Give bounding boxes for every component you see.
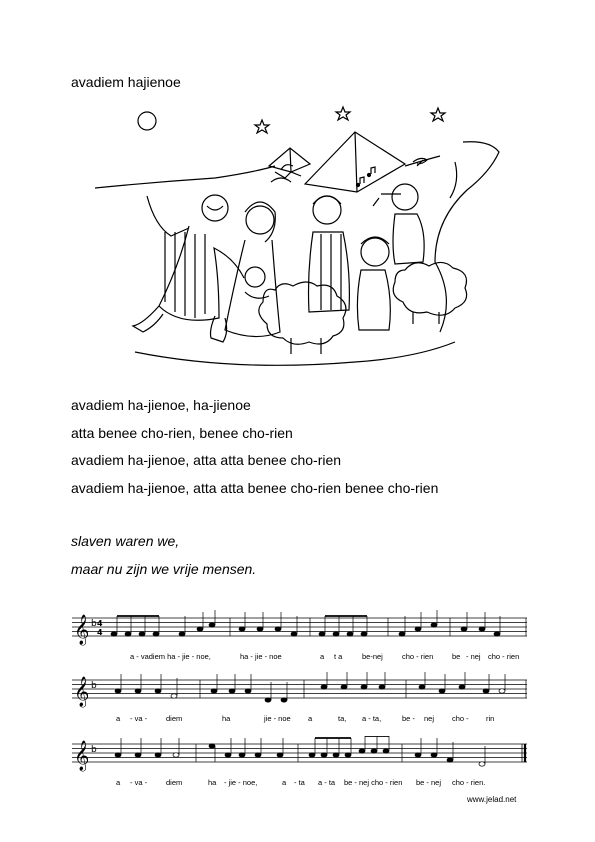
lyric-syllable: nej bbox=[424, 714, 435, 723]
translation bbox=[71, 528, 256, 583]
treble-clef-icon: 𝄞 bbox=[74, 615, 90, 645]
sheep-icon bbox=[259, 282, 346, 344]
lyric-syllable: a bbox=[282, 778, 287, 787]
lyric-line: avadiem ha-jienoe, ha-jienoe bbox=[71, 397, 251, 413]
sheep-icon bbox=[393, 262, 466, 315]
music-staff-3 bbox=[72, 736, 527, 792]
lyric-syllable: cho - rien. bbox=[452, 778, 486, 787]
moon-icon bbox=[138, 112, 156, 130]
people-and-sheep-leaving-egypt-icon bbox=[95, 102, 505, 384]
lyric-syllable: jie - noe bbox=[264, 714, 291, 723]
lyric-line: avadiem ha-jienoe, atta atta benee cho-rien benee cho-rien bbox=[71, 479, 439, 496]
lyric-syllable: cho - rien bbox=[402, 652, 434, 661]
pyramid-icon bbox=[305, 132, 405, 192]
stems bbox=[121, 736, 485, 764]
lyric-syllable: be - nej bbox=[416, 778, 442, 787]
stems bbox=[117, 610, 500, 634]
lyric-syllable: a bbox=[116, 714, 121, 723]
music-staff-2 bbox=[72, 672, 527, 728]
translation-line: slaven waren we, bbox=[71, 533, 180, 549]
pyramid-icon bbox=[269, 148, 310, 172]
treble-clef-icon: 𝄞 bbox=[74, 677, 90, 707]
lyric-syllable: t a bbox=[334, 652, 343, 661]
time-signature-bottom: 4 bbox=[97, 628, 103, 637]
stems bbox=[121, 672, 505, 700]
treble-clef-icon: 𝄞 bbox=[74, 741, 90, 771]
lyric-syllable: be - bbox=[402, 714, 415, 723]
lyric-syllable: diem bbox=[166, 714, 183, 723]
flat-icon: b bbox=[91, 745, 97, 755]
lyric-syllable: - va - bbox=[130, 778, 148, 787]
lyrics bbox=[71, 392, 438, 502]
star-icon bbox=[431, 108, 445, 121]
flat-icon: b bbox=[91, 681, 97, 691]
lyric-syllable: a - ta, bbox=[362, 714, 382, 723]
lyric-syllable: a - ta bbox=[318, 778, 336, 787]
flat-icon: b bbox=[91, 619, 97, 629]
lyric-syllable: ha bbox=[222, 714, 231, 723]
lyric-syllable: a bbox=[308, 714, 313, 723]
music-staff-1 bbox=[72, 610, 527, 666]
notes bbox=[111, 623, 500, 636]
song-title: avadiem hajienoe bbox=[71, 74, 181, 90]
lyric-syllable: ha - jie - noe bbox=[240, 652, 282, 661]
notes bbox=[115, 744, 485, 766]
lyric-syllable: cho - rien bbox=[488, 652, 520, 661]
lyric-line: avadiem ha-jienoe, atta atta benee cho-rien bbox=[71, 452, 342, 468]
palm-icon bbox=[413, 158, 427, 166]
lyric-syllable: diem bbox=[166, 778, 183, 787]
lyric-syllable: be-nej bbox=[362, 652, 383, 661]
lyric-syllable: ta, bbox=[338, 714, 347, 723]
lyric-syllable: - jie - noe, bbox=[224, 778, 258, 787]
star-icon bbox=[255, 120, 269, 133]
website-credit: www.jelad.net bbox=[467, 795, 517, 804]
lyric-syllable: be - nej cho - rien bbox=[344, 778, 403, 787]
lyric-syllable: be bbox=[452, 652, 461, 661]
lyric-syllable: ha bbox=[208, 778, 217, 787]
translation-line: maar nu zijn we vrije mensen. bbox=[71, 560, 257, 577]
lyric-syllable: - ta bbox=[294, 778, 305, 787]
star-icon bbox=[336, 107, 350, 120]
lyric-syllable: cho - bbox=[452, 714, 469, 723]
lyric-syllable: - nej bbox=[466, 652, 481, 661]
lyric-line: atta benee cho-rien, benee cho-rien bbox=[71, 424, 293, 441]
lyric-syllable: a bbox=[320, 652, 325, 661]
lyric-syllable: rin bbox=[486, 714, 495, 723]
lyric-syllable: a - vadiem ha - jie - noe, bbox=[130, 652, 211, 661]
lyric-syllable: a bbox=[116, 778, 121, 787]
lyric-syllable: - va - bbox=[130, 714, 148, 723]
time-signature-top: 4 bbox=[97, 619, 103, 628]
